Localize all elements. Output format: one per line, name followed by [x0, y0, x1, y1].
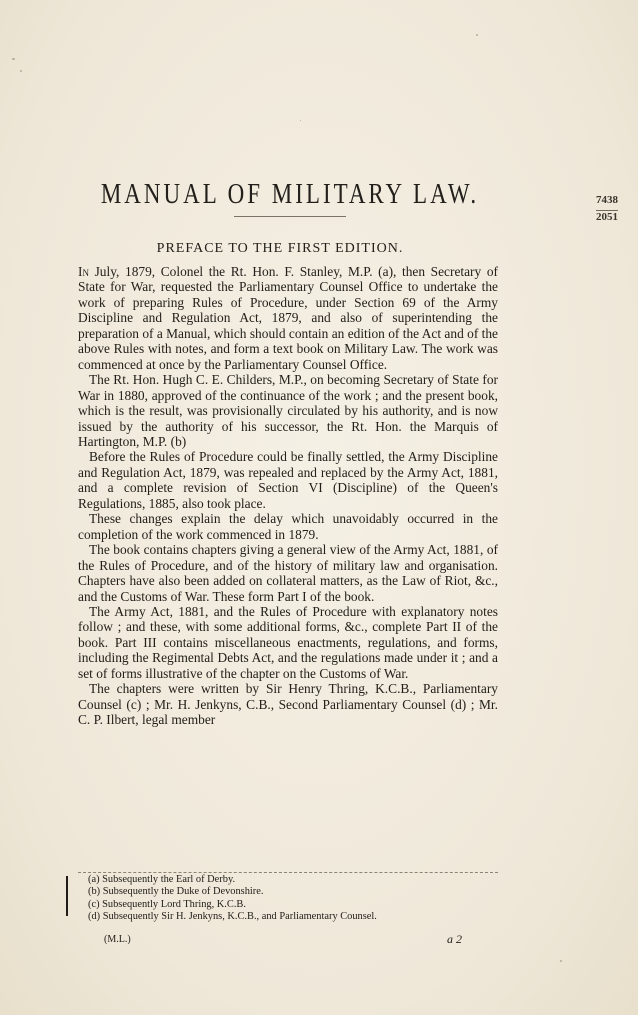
footnotes — [88, 874, 498, 924]
margin-note-top: 7438 — [596, 194, 618, 206]
paragraph: These changes explain the delay which unavoidably occurred in the completion of the work commenced in 1879. — [78, 511, 498, 542]
dropcap-word: In — [78, 264, 89, 279]
paragraph: The book contains chapters giving a general view of the Army Act, 1881, of the Rules of Procedure, and of the history of military law and organisation. Chapters have also been added on collateral matters, as the Law of Riot, &c., and the Customs of War. These form Part I of the book. — [78, 542, 498, 604]
title-rule — [234, 216, 346, 217]
footnote: (d) Subsequently Sir H. Jenkyns, K.C.B., and Parliamentary Counsel. — [88, 911, 377, 923]
margin-note-bottom: 2051 — [596, 211, 618, 223]
page-title: MANUAL OF MILITARY LAW. — [100, 178, 480, 210]
paragraph: The chapters were written by Sir Henry Thring, K.C.B., Parliamentary Counsel (c) ; Mr. H. Jenkyns, C.B., Second Parliamentary Counsel (d) ; Mr. C. P. Ilbert, legal member — [78, 681, 498, 728]
body-text — [78, 264, 498, 728]
footnote-margin-bar — [66, 876, 68, 916]
footnote: (c) Subsequently Lord Thring, K.C.B. — [88, 898, 246, 910]
signature-mark: (M.L.) — [104, 934, 131, 945]
paragraph: Before the Rules of Procedure could be finally settled, the Army Discipline and Regulation Act, 1879, was repealed and replaced by the Army Act, 1881, and a complete revision of Section VI (Discipline) of the Queen's Regulations, 1885, also took place. — [78, 449, 498, 511]
footnote-rule — [78, 872, 498, 873]
footnote: (a) Subsequently the Earl of Derby. — [88, 874, 236, 885]
paragraph — [78, 264, 498, 372]
paragraph: The Army Act, 1881, and the Rules of Procedure with explanatory notes follow ; and these, with some additional forms, &c., complete Part II of the book. Part III contains miscellaneous enactments, regulations, and forms, including the Regimental Debts Act, and the regulations made under it ; and a set of forms illustrative of the chapter on the Customs of War. — [78, 603, 498, 681]
paragraph-text: July, 1879, Colonel the Rt. Hon. F. Stanley, M.P. (a), then Secretary of State for War, requested the Parliamentary Counsel Office to undertake the work of preparing Rules of Procedure, under Section 69 of the Army Discipline and Regulation Act, 1879, and also of superintending the preparation of a Manual, which should contain an edition of the Act and of the above Rules with notes, and form a text book on Military Law. The work was commenced at once by the Parliamentary Counsel Office. — [78, 264, 498, 372]
footnote: (b) Subsequently the Duke of Devonshire. — [88, 886, 264, 898]
preface-heading: PREFACE TO THE FIRST EDITION. — [156, 241, 404, 256]
paragraph: The Rt. Hon. Hugh C. E. Childers, M.P., on becoming Secretary of State for War in 1880, approved of the continuance of the work ; and the present book, which is the result, was provisionally circulated by his authority, and is now issued by the authority of his successor, the Rt. Hon. the Marquis of Hartington, M.P. (b) — [78, 372, 498, 449]
signature-letter: a 2 — [447, 932, 462, 946]
